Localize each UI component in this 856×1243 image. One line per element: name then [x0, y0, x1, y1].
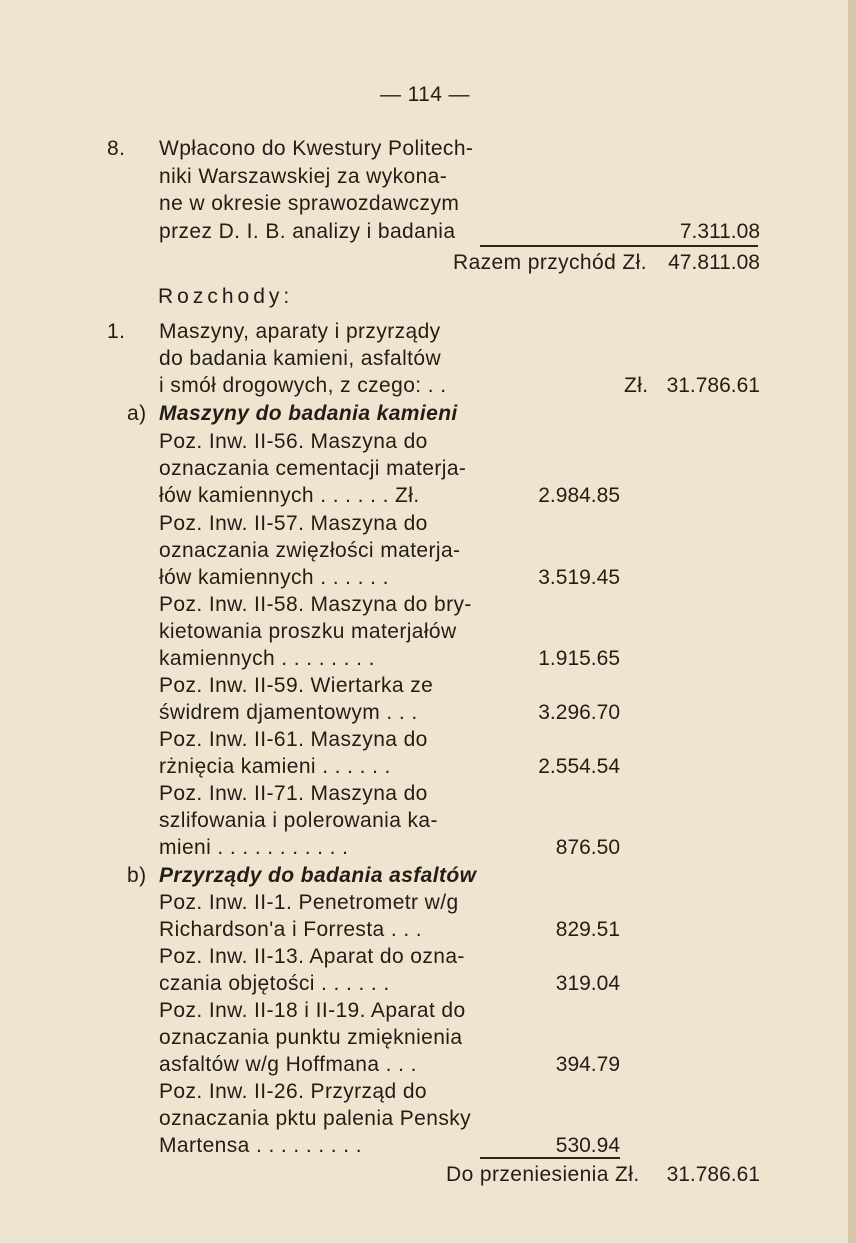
section-heading: Rozchody:	[158, 285, 294, 308]
page-edge-shadow	[848, 0, 856, 1243]
item-index: 8.	[107, 137, 126, 160]
entry-amount: 829.51	[555, 918, 620, 941]
entry-line: oznaczania cementacji materja-	[159, 457, 467, 480]
item-amount: 31.786.61	[666, 374, 760, 397]
subsection-marker: a)	[127, 402, 147, 425]
entry-amount: 3.519.45	[538, 566, 620, 589]
item-line: ne w okresie sprawozdawczym	[159, 192, 460, 215]
entry-line: rżnięcia kamieni . . . . . .	[159, 755, 391, 778]
entry-line: mieni . . . . . . . . . . .	[159, 836, 349, 859]
item-line: niki Warszawskiej za wykona-	[159, 165, 448, 188]
entry-line: Poz. Inw. II-59. Wiertarka ze	[159, 674, 434, 697]
entry-amount: 1.915.65	[538, 647, 620, 670]
total-label: Razem przychód Zł.	[453, 251, 647, 274]
entry-line: oznaczania punktu zmięknienia	[159, 1026, 463, 1049]
item-line: do badania kamieni, asfaltów	[159, 347, 442, 370]
entry-line: Poz. Inw. II-57. Maszyna do	[159, 512, 428, 535]
entry-amount: 2.984.85	[538, 484, 620, 507]
entry-line: oznaczania zwięzłości materja-	[159, 539, 461, 562]
entry-line: łów kamiennych . . . . . .	[159, 566, 389, 589]
item-amount: 7.311.08	[679, 220, 760, 243]
entry-line: Martensa . . . . . . . . .	[159, 1134, 362, 1157]
entry-line: kietowania proszku materjałów	[159, 620, 457, 643]
entry-line: asfaltów w/g Hoffmana . . .	[159, 1053, 417, 1076]
entry-line: świdrem djamentowym . . .	[159, 701, 418, 724]
item-line: i smół drogowych, z czego: . .	[159, 374, 447, 397]
entry-line: Poz. Inw. II-58. Maszyna do bry-	[159, 593, 472, 616]
entry-line: kamiennych . . . . . . . .	[159, 647, 375, 670]
entry-line: Poz. Inw. II-26. Przyrząd do	[159, 1080, 427, 1103]
subsection-title: Przyrządy do badania asfaltów	[159, 864, 477, 887]
subsection-marker: b)	[127, 864, 147, 887]
entry-line: szlifowania i polerowania ka-	[159, 809, 438, 832]
entry-line: łów kamiennych . . . . . . Zł.	[159, 484, 420, 507]
entry-amount: 394.79	[555, 1053, 620, 1076]
entry-line: czania objętości . . . . . .	[159, 972, 390, 995]
carry-amount: 31.786.61	[666, 1163, 760, 1186]
sum-rule	[480, 1157, 620, 1159]
page-number: — 114 —	[380, 83, 470, 106]
item-line: Maszyny, aparaty i przyrządy	[159, 320, 441, 343]
item-line: przez D. I. B. analizy i badania	[159, 220, 456, 243]
carry-label: Do przeniesienia Zł.	[446, 1163, 640, 1186]
entry-line: Poz. Inw. II-71. Maszyna do	[159, 782, 428, 805]
item-line: Wpłacono do Kwestury Politech-	[159, 137, 474, 160]
entry-line: Poz. Inw. II-13. Aparat do ozna-	[159, 945, 465, 968]
entry-amount: 319.04	[555, 972, 620, 995]
entry-line: oznaczania pktu palenia Pensky	[159, 1107, 472, 1130]
entry-line: Richardson'a i Forresta . . .	[159, 918, 423, 941]
sum-rule	[480, 245, 758, 247]
entry-amount: 2.554.54	[538, 755, 620, 778]
entry-line: Poz. Inw. II-1. Penetrometr w/g	[159, 891, 459, 914]
subsection-title: Maszyny do badania kamieni	[159, 402, 458, 425]
entry-line: Poz. Inw. II-18 i II-19. Aparat do	[159, 999, 466, 1022]
entry-amount: 3.296.70	[538, 701, 620, 724]
entry-line: Poz. Inw. II-61. Maszyna do	[159, 728, 428, 751]
item-index: 1.	[107, 320, 126, 343]
total-amount: 47.811.08	[668, 251, 760, 274]
currency-label: Zł.	[624, 374, 649, 397]
entry-amount: 530.94	[555, 1134, 620, 1157]
entry-amount: 876.50	[555, 836, 620, 859]
entry-line: Poz. Inw. II-56. Maszyna do	[159, 430, 428, 453]
